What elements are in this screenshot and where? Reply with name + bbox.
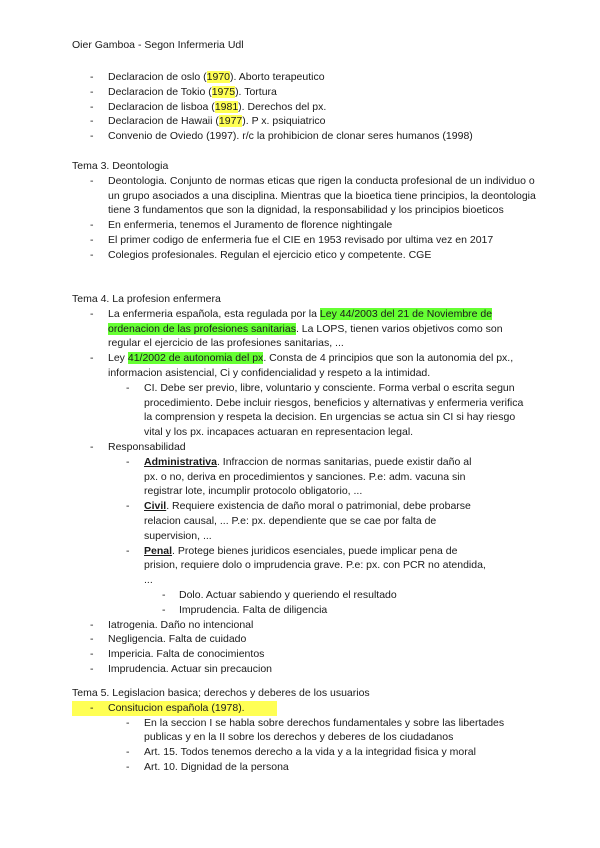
tema3-section bbox=[72, 159, 542, 263]
responsabilidad-sublist bbox=[108, 455, 488, 618]
list-item: - CI. Debe ser previo, libre, voluntario y consciente. Forma verbal o escrita segun procedimiento. Debe incluir riesgos, beneficios y alternativas y enfermeria verifica la comprension y respeta la decision. En urgencias se actua sin CI si hay riesgo vital y los px. incapaces actuaran en representacion legal. bbox=[126, 381, 524, 439]
list-item: - Negligencia. Falta de cuidado bbox=[90, 633, 247, 646]
section-title: Tema 4. La profesion enfermera bbox=[72, 293, 221, 305]
list-item: - En enfermeria, tenemos el Juramento de florence nightingale bbox=[90, 219, 393, 232]
declarations-list bbox=[72, 70, 532, 144]
tema5-list bbox=[72, 701, 532, 775]
list-item: - Art. 15. Todos tenemos derecho a la vida y a la integridad fisica y moral bbox=[126, 746, 476, 759]
list-item: - Declaracion de lisboa (1981). Derechos del px. bbox=[90, 100, 327, 113]
declarations-section bbox=[72, 70, 532, 144]
list-item: - Colegios profesionales. Regulan el ejercicio etico y competente. CGE bbox=[90, 248, 432, 261]
list-item: - Responsabilidad - Administrativa. Infraccion de normas sanitarias, puede existir daño al px. o no, deriva en procedimientos y sanciones. P.e: adm. vacuna sin registrar lote, incumplir protocolo obligatorio, ... - Civil. Requiere existencia de daño moral o patrimonial, debe probarse relacion causal, ... P.e: px. dependiente que se cae por falta de supervision, ... - Penal. Protege bienes juridicos esenciales, puede implicar pena de prision, requiere dolo o imprudencia grave. P.e: px. con PCR no atendida, ... - Dolo. Actuar sabiendo y queriendo el resultado - Imprudencia. Falta de diligencia bbox=[72, 440, 532, 618]
list-item: - Declaracion de oslo (1970). Aborto terapeutico bbox=[90, 71, 325, 83]
highlight: 1978 bbox=[214, 701, 239, 714]
list-item: - Declaracion de Tokio (1975). Tortura bbox=[90, 85, 277, 98]
tema3-list bbox=[72, 174, 542, 263]
highlight: 1977 bbox=[218, 115, 243, 128]
list-item: - Art. 10. Dignidad de la persona bbox=[126, 760, 289, 773]
list-item: - La enfermeria española, esta regulada por la Ley 44/2003 del 21 de Noviembre de ordenacion de las profesiones sanitarias. La LOPS, tienen varios objetivos como son regular el ejercicio de las profesiones sanitarias, ... bbox=[90, 307, 503, 350]
list-item: - Imprudencia. Falta de diligencia bbox=[162, 603, 328, 616]
list-item: - Dolo. Actuar sabiendo y queriendo el resultado bbox=[162, 588, 397, 601]
list-item: - Declaracion de Hawaii (1977). P x. psiquiatrico bbox=[90, 115, 326, 128]
tema4-list bbox=[72, 307, 532, 677]
list-item: - En la seccion I se habla sobre derechos fundamentales y sobre las libertades publicas y en la II sobre los derechos y deberes de los ciudadanos bbox=[126, 716, 505, 744]
highlight: 1970 bbox=[206, 71, 230, 83]
list-item: - Imprudencia. Actuar sin precaucion bbox=[90, 662, 273, 675]
list-item: - Iatrogenia. Daño no intencional bbox=[90, 618, 254, 631]
penal-sublist bbox=[144, 588, 488, 618]
tema5-section bbox=[72, 686, 532, 775]
section-title: Tema 5. Legislacion basica; derechos y deberes de los usuarios bbox=[72, 687, 370, 699]
list-item: - El primer codigo de enfermeria fue el CIE en 1953 revisado por ultima vez en 2017 bbox=[90, 233, 494, 246]
highlight: 1975 bbox=[211, 85, 236, 98]
highlight: Ley 44/2003 del 21 de Noviembre de ordenacion de las profesiones sanitarias bbox=[108, 307, 493, 335]
page-header: Oier Gamboa - Segon Infermeria Udl bbox=[72, 39, 244, 51]
list-item: - Consitucion española (1978). - En la seccion I se habla sobre derechos fundamentales y sobre las libertades publicas y en la II sobre los derechos y deberes de los ciudadanos - Art. 15. Todos tenemos derecho a la vida y a la integridad fisica y moral - Art. 10. Dignidad de la persona bbox=[72, 701, 532, 775]
constitucion-sublist bbox=[108, 716, 528, 775]
list-item: - Administrativa. Infraccion de normas sanitarias, puede existir daño al px. o no, deriva en procedimientos y sanciones. P.e: adm. vacuna sin registrar lote, incumplir protocolo obligatorio, ... bbox=[126, 455, 472, 498]
list-item: - Deontologia. Conjunto de normas eticas que rigen la conducta profesional de un individuo o un grupo asociados a una disciplina. Mientras que la bioetica tiene principios, la deontologia tiene 3 fundamentos que son la dignidad, la responsabilidad y los principios bioeticos bbox=[90, 174, 536, 217]
tema4-section bbox=[72, 292, 532, 677]
list-item: - Civil. Requiere existencia de daño moral o patrimonial, debe probarse relacion causal, ... P.e: px. dependiente que se cae por falta de supervision, ... bbox=[126, 500, 471, 542]
list-item: - Impericia. Falta de conocimientos bbox=[90, 648, 265, 661]
section-title: Tema 3. Deontologia bbox=[72, 160, 169, 172]
ci-sublist bbox=[108, 381, 532, 440]
highlight: 1981 bbox=[214, 100, 239, 113]
list-item: - Convenio de Oviedo (1997). r/c la prohibicion de clonar seres humanos (1998) bbox=[90, 130, 473, 143]
list-item: - Ley 41/2002 de autonomia del px. Consta de 4 principios que son la autonomia del px., informacion asistencial, Ci y confidencialidad y respeto a la intimidad. - CI. Debe ser previo, libre, voluntario y consciente. Forma verbal o escrita segun procedimiento. Debe incluir riesgos, beneficios y alternativas y enfermeria verifica la comprension y respeta la decision. En urgencias se actua sin CI si hay riesgo vital y los px. incapaces actuaran en representacion legal. bbox=[72, 351, 532, 440]
highlight: 41/2002 de autonomia del px bbox=[127, 352, 264, 365]
list-item: - Penal. Protege bienes juridicos esenciales, puede implicar pena de prision, requiere dolo o imprudencia grave. P.e: px. con PCR no atendida, ... - Dolo. Actuar sabiendo y queriendo el resultado - Imprudencia. Falta de diligencia bbox=[108, 544, 488, 618]
